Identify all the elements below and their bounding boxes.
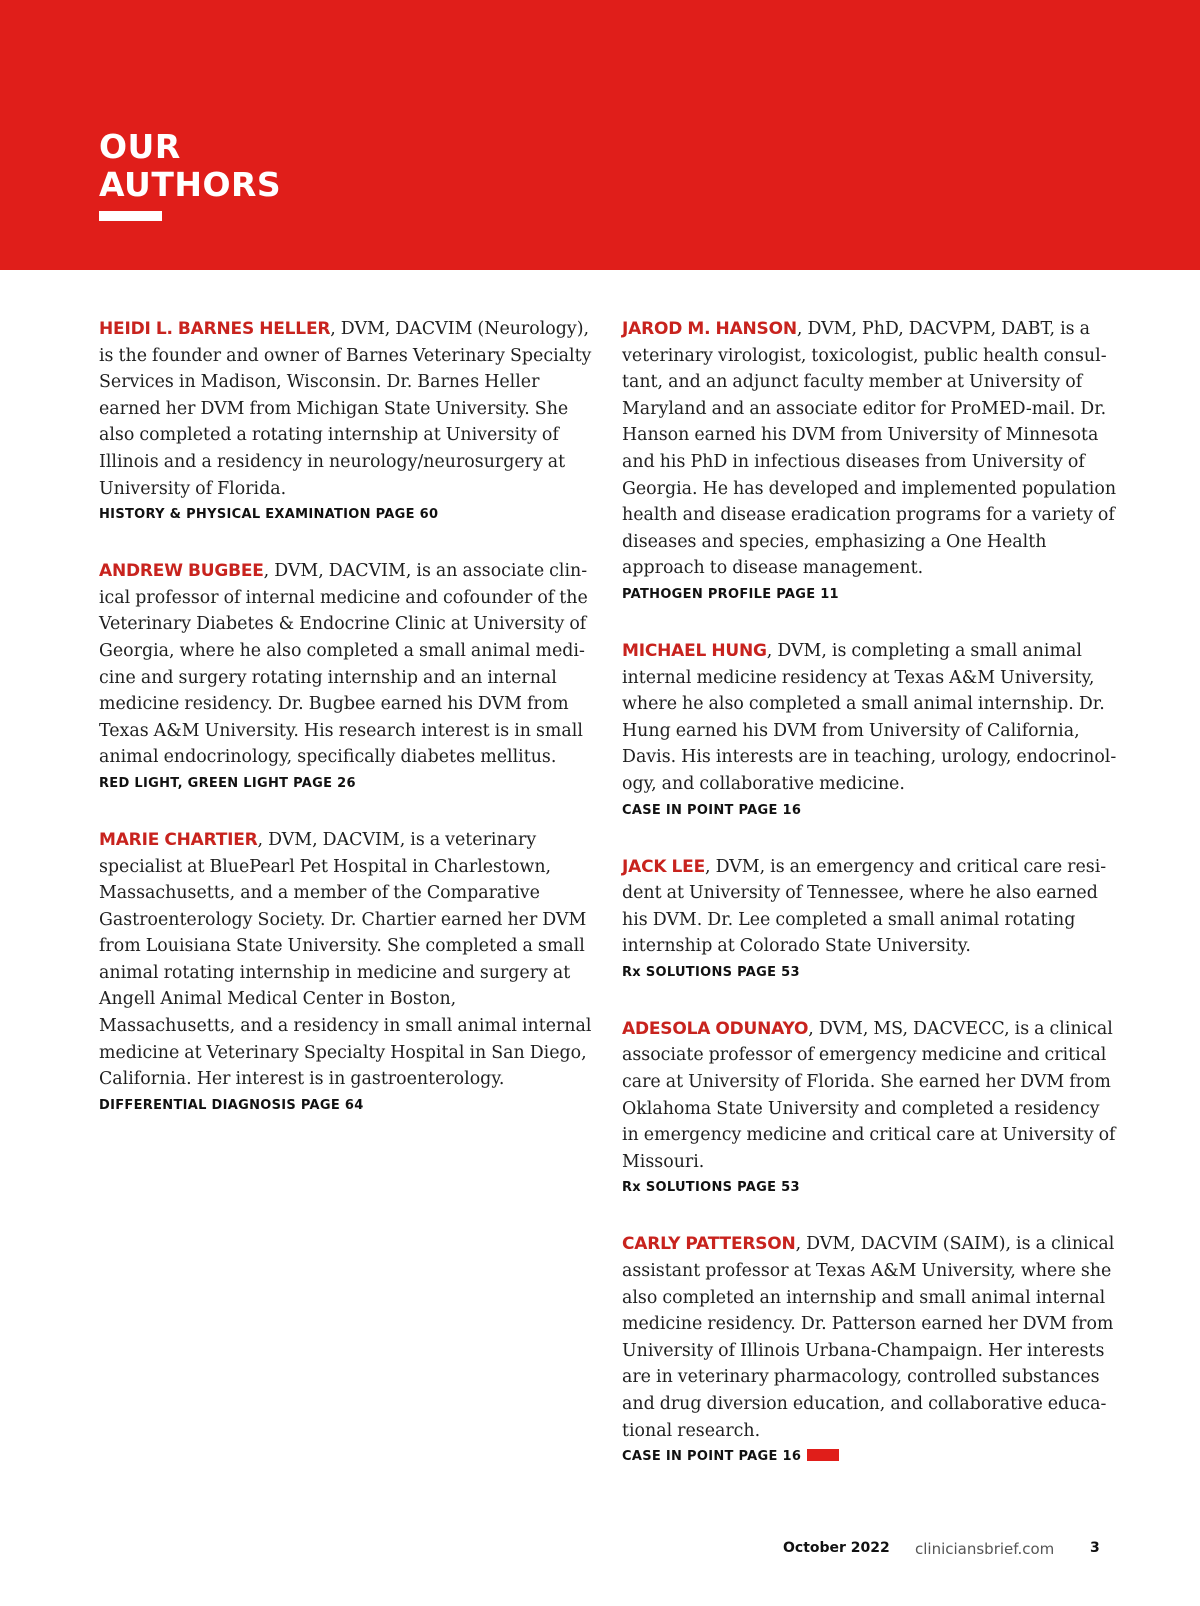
left-column <box>99 316 594 1149</box>
article-reference <box>622 1447 1117 1467</box>
article-reference: RED LIGHT, GREEN LIGHT PAGE 26 <box>99 775 356 791</box>
article-reference: PATHOGEN PROFILE PAGE 11 <box>622 586 839 602</box>
page-number: 3 <box>1090 1540 1100 1556</box>
article-reference: DIFFERENTIAL DIAGNOSIS PAGE 64 <box>99 1097 364 1113</box>
article-reference-text: Rx SOLUTIONS PAGE 53 <box>622 964 800 980</box>
issue-date: October 2022 <box>783 1540 890 1556</box>
author-name: MARIE CHARTIER <box>99 829 258 850</box>
article-reference-text: CASE IN POINT PAGE 16 <box>622 1449 802 1465</box>
author-name: MICHAEL HUNG <box>622 640 767 661</box>
title-accent-bar <box>99 211 162 221</box>
author-name: ANDREW BUGBEE <box>99 561 264 582</box>
author-bio <box>622 1231 1117 1467</box>
article-reference: HISTORY & PHYSICAL EXAMINATION PAGE 60 <box>99 507 439 523</box>
article-reference <box>622 1178 1117 1198</box>
author-description: , DVM, DACVIM, is an associate clinical professor of internal medicine and cofounder of the Veterinary Diabetes & Endocrine Clinic at University of Georgia, where he also completed a small animal medicine and surgery rotating internship and an internal medicine residency. Dr. Bugbee earned his DVM from Texas A&M University. His research interest is in small animal endocrinology, specifically diabetes mellitus. <box>99 561 588 768</box>
right-column <box>622 316 1117 1500</box>
author-bio <box>622 854 1117 983</box>
author-name: JACK LEE <box>622 856 706 877</box>
author-name: HEIDI L. BARNES HELLER <box>99 319 331 339</box>
author-description: , DVM, MS, DACVECC, is a clinical associate professor of emergency medicine and critical care at University of Florida. She earned her DVM from Oklahoma State University and completed a residency in emergency medicine and critical care at University of Missouri. <box>622 1018 1116 1172</box>
author-description: , DVM, DACVIM (Neurology), is the founder and owner of Barnes Veterinary Specialty Services in Madison, Wisconsin. Dr. Barnes Heller earned her DVM from Michigan State University. She also completed a rotating internship at University of Illinois and a residency in neurology/neurosurgery at University of Florida. <box>99 319 592 499</box>
page-title-line-2: AUTHORS <box>99 165 282 204</box>
author-bio <box>99 558 594 794</box>
article-reference <box>622 963 1117 983</box>
website-link[interactable]: cliniciansbrief.com <box>915 1540 1055 1558</box>
author-bio <box>99 827 594 1116</box>
end-mark <box>807 1449 839 1461</box>
page-title-line-1: OUR <box>99 127 181 166</box>
author-description: , DVM, is completing a small animal internal medicine residency at Texas A&M University, where he also completed a small animal internship. Dr. Hung earned his DVM from University of California, Davis. His interests are in teaching, urology, endocrinology, and collaborative medicine. <box>622 640 1117 794</box>
author-description: , DVM, PhD, DACVPM, DABT, is a veterinary virologist, toxicologist, public health consultant, and an adjunct faculty member at University of Maryland and an associate editor for ProMED-mail. Dr. Hanson earned his DVM from University of Minnesota and his PhD in infectious diseases from University of Georgia. He has developed and implemented population health and disease eradication programs for a variety of diseases and species, emphasizing a One Health approach to disease management. <box>622 319 1117 579</box>
header-banner <box>0 0 1200 270</box>
author-name: ADESOLA ODUNAYO <box>622 1018 809 1039</box>
page-title <box>99 128 281 204</box>
author-bio <box>622 316 1117 605</box>
author-name: JAROD M. HANSON <box>622 319 797 339</box>
author-bio <box>622 638 1117 821</box>
author-name: CARLY PATTERSON <box>622 1234 796 1255</box>
author-description: , DVM, DACVIM (SAIM), is a clinical assistant professor at Texas A&M University, where she also completed an internship and small animal internal medicine residency. Dr. Patterson earned her DVM from University of Illinois Urbana-Champaign. Her interests are in veterinary pharmacology, controlled substances and drug diversion education, and collaborative educational research. <box>622 1234 1115 1441</box>
page-footer <box>0 1540 1200 1564</box>
article-reference-text: Rx SOLUTIONS PAGE 53 <box>622 1180 800 1196</box>
author-description: , DVM, DACVIM, is a veterinary specialist at BluePearl Pet Hospital in Charlestown, Massachusetts, and a member of the Comparative Gastroenterology Society. Dr. Chartier earned her DVM from Louisiana State University. She completed a small animal rotating internship in medicine and surgery at Angell Animal Medical Center in Boston, Massachusetts, and a residency in small animal internal medicine at Veterinary Specialty Hospital in San Diego, California. Her interest is in gastroenterology. <box>99 829 592 1090</box>
author-bio <box>99 316 594 525</box>
author-bio <box>622 1016 1117 1199</box>
author-description: , DVM, is an emergency and critical care resident at University of Tennessee, where he also earned his DVM. Dr. Lee completed a small animal rotating internship at Colorado State University. <box>622 856 1107 957</box>
article-reference: CASE IN POINT PAGE 16 <box>622 802 802 818</box>
